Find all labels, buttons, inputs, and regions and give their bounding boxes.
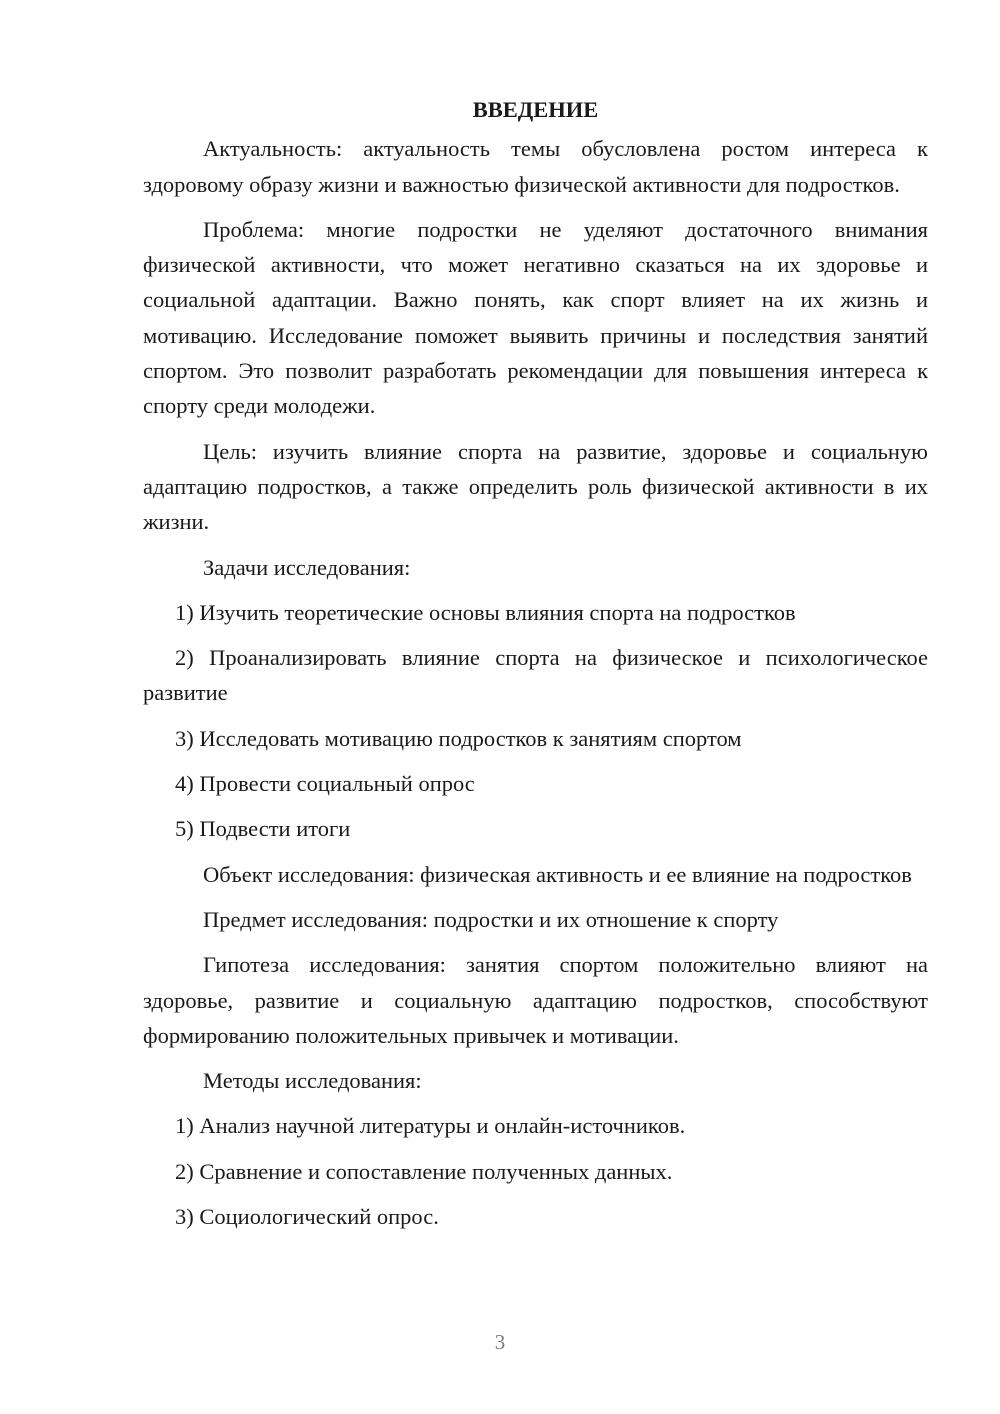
- page-title: ВВЕДЕНИЕ: [472, 97, 599, 122]
- hypothesis-paragraph: Гипотеза исследования: занятия спортом положительно влияют на здоровье, развитие и социальную адаптацию подростков, способствуют формированию положительных привычек и мотивации.: [143, 952, 928, 1048]
- methods-heading: Методы исследования:: [203, 1068, 422, 1094]
- task-item: 2) Проанализировать влияние спорта на физическое и психологическое развитие: [143, 645, 928, 706]
- goal-paragraph: Цель: изучить влияние спорта на развитие, здоровье и социальную адаптацию подростков, а также определить роль физической активности в их жизни.: [143, 438, 928, 535]
- page-number: 3: [494, 1330, 506, 1354]
- method-item: 1) Анализ научной литературы и онлайн-источников.: [175, 1113, 686, 1139]
- task-item: 1) Изучить теоретические основы влияния спорта на подростков: [175, 599, 796, 625]
- object-paragraph: Объект исследования: физическая активность и ее влияние на подростков: [203, 861, 912, 887]
- task-item: 3) Исследовать мотивацию подростков к занятиям спортом: [175, 725, 742, 751]
- method-item: 3) Социологический опрос.: [175, 1204, 439, 1230]
- subject-paragraph: Предмет исследования: подростки и их отношение к спорту: [203, 906, 779, 932]
- problem-paragraph: Проблема: многие подростки не уделяют достаточного внимания физической активности, что может негативно сказаться на их здоровье и социальной адаптации. Важно понять, как спорт влияет на их жизнь и мотивацию. Исследование поможет выявить причины и последствия занятий спортом. Это позволит разработать рекомендации для повышения интереса к спорту среди молодежи.: [143, 216, 928, 419]
- method-item: 2) Сравнение и сопоставление полученных данных.: [175, 1158, 673, 1184]
- task-item: 4) Провести социальный опрос: [175, 771, 475, 797]
- document-page: [143, 92, 928, 1244]
- tasks-heading: Задачи исследования:: [203, 554, 411, 580]
- task-item: 5) Подвести итоги: [175, 816, 351, 842]
- relevance-paragraph: Актуальность: актуальность темы обусловлена ростом интереса к здоровому образу жизни и важностью физической активности для подростков.: [143, 136, 928, 197]
